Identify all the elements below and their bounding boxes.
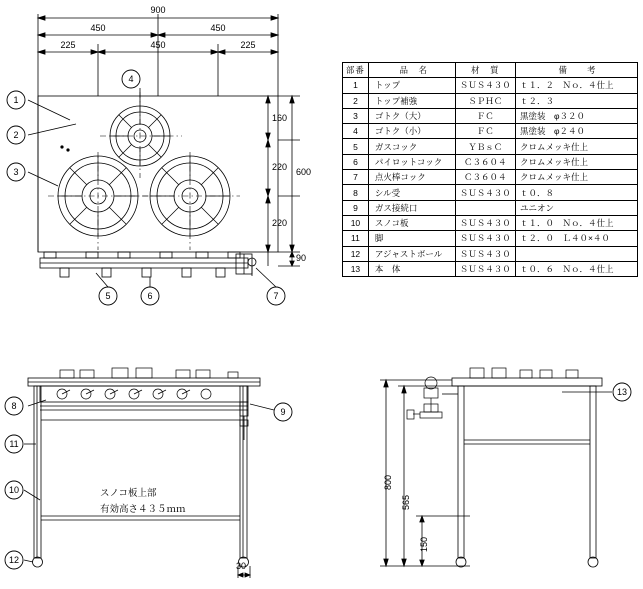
- table-row: [343, 78, 638, 93]
- cell-no: 6: [343, 154, 369, 169]
- header-no: 部番: [343, 63, 369, 78]
- balloon-label-7: 7: [273, 291, 279, 301]
- cell-no: 8: [343, 185, 369, 200]
- cell-name: ゴトク（小）: [368, 124, 455, 139]
- cell-remark: ｔ１．０ Ｎｏ．４仕上: [515, 215, 637, 230]
- table-row: [343, 170, 638, 185]
- dim-skirt-height: 90: [296, 253, 307, 263]
- cell-remark: クロムメッキ仕上: [515, 154, 637, 169]
- dim-depth-bottom: 220: [272, 218, 288, 228]
- table-row: [343, 215, 638, 230]
- cell-name: ガスコック: [368, 139, 455, 154]
- cell-remark: ｔ０．８: [515, 185, 637, 200]
- cell-no: 2: [343, 93, 369, 108]
- header-remark: 備 考: [515, 63, 637, 78]
- shelf-note-line2: 有効高さ４３５ｍｍ: [100, 504, 186, 515]
- balloon-label-8: 8: [11, 401, 17, 411]
- table-row: [343, 108, 638, 123]
- balloon-label-5: 5: [105, 291, 111, 301]
- parts-table: [342, 62, 638, 277]
- cell-name: 脚: [368, 231, 455, 246]
- dim-burner-center: 450: [150, 40, 166, 50]
- balloon-label-11: 11: [9, 439, 19, 449]
- table-row: [343, 200, 638, 215]
- cell-name: アジャストボール: [368, 246, 455, 261]
- cell-remark: ｔ１．２ Ｎｏ．４仕上: [515, 78, 637, 93]
- dim-bottom: 150: [419, 536, 429, 552]
- table-row: [343, 231, 638, 246]
- cell-material: ＳＵＳ４３０: [455, 185, 515, 200]
- dim-top-to-shelf: 565: [401, 494, 411, 510]
- cell-material: ＳＰＨＣ: [455, 93, 515, 108]
- dim-half-width-right: 450: [210, 23, 226, 33]
- table-row: [343, 139, 638, 154]
- cell-name: トップ: [368, 78, 455, 93]
- table-row: [343, 124, 638, 139]
- cell-no: 7: [343, 170, 369, 185]
- cell-no: 3: [343, 108, 369, 123]
- cell-no: 4: [343, 124, 369, 139]
- cell-material: Ｃ３６０４: [455, 170, 515, 185]
- cell-name: 点火棒コック: [368, 170, 455, 185]
- cell-no: 1: [343, 78, 369, 93]
- cell-name: シル受: [368, 185, 455, 200]
- table-row: [343, 154, 638, 169]
- table-header-row: [343, 63, 638, 78]
- cell-material: ＳＵＳ４３０: [455, 78, 515, 93]
- cell-material: ＳＵＳ４３０: [455, 261, 515, 276]
- dim-overall-depth: 600: [296, 167, 312, 177]
- cell-name: パイロットコック: [368, 154, 455, 169]
- dim-overall-height: 800: [383, 474, 393, 490]
- balloon-label-12: 12: [8, 555, 19, 565]
- balloon-label-9: 9: [280, 407, 286, 417]
- cell-no: 13: [343, 261, 369, 276]
- cell-material: ＳＵＳ４３０: [455, 215, 515, 230]
- header-name: 品 名: [368, 63, 455, 78]
- cell-remark: クロムメッキ仕上: [515, 139, 637, 154]
- cell-name: ガス接続口: [368, 200, 455, 215]
- table-row: [343, 185, 638, 200]
- cell-material: ＹＢｓＣ: [455, 139, 515, 154]
- cell-remark: 黒塗装 φ２４０: [515, 124, 637, 139]
- cell-no: 12: [343, 246, 369, 261]
- cell-material: [455, 200, 515, 215]
- cell-name: トップ補強: [368, 93, 455, 108]
- cell-material: ＦＣ: [455, 124, 515, 139]
- dim-left-offset: 225: [60, 40, 76, 50]
- cell-material: Ｃ３６０４: [455, 154, 515, 169]
- balloon-label-6: 6: [147, 291, 153, 301]
- cell-no: 9: [343, 200, 369, 215]
- cell-name: スノコ板: [368, 215, 455, 230]
- cell-remark: 黒塗装 φ３２０: [515, 108, 637, 123]
- shelf-note-line1: スノコ板上部: [100, 488, 157, 499]
- cell-name: ゴトク（大）: [368, 108, 455, 123]
- balloon-label-4: 4: [128, 74, 134, 84]
- dim-depth-mid: 220: [272, 162, 288, 172]
- dim-right-offset: 225: [240, 40, 256, 50]
- cell-no: 10: [343, 215, 369, 230]
- cell-remark: ｔ２．０ Ｌ４０×４０: [515, 231, 637, 246]
- cell-remark: クロムメッキ仕上: [515, 170, 637, 185]
- cell-no: 11: [343, 231, 369, 246]
- cell-remark: ｔ０．６ Ｎｏ．４仕上: [515, 261, 637, 276]
- cell-remark: ユニオン: [515, 200, 637, 215]
- cell-material: ＦＣ: [455, 108, 515, 123]
- dim-half-width-left: 450: [90, 23, 106, 33]
- table-row: [343, 261, 638, 276]
- balloon-label-2: 2: [13, 130, 19, 140]
- header-material: 材 質: [455, 63, 515, 78]
- cell-remark: [515, 246, 637, 261]
- cell-material: ＳＵＳ４３０: [455, 231, 515, 246]
- balloon-label-1: 1: [13, 95, 19, 105]
- dim-depth-top: 160: [272, 113, 288, 123]
- cell-material: ＳＵＳ４３０: [455, 246, 515, 261]
- table-row: [343, 246, 638, 261]
- balloon-label-3: 3: [13, 167, 19, 177]
- table-row: [343, 93, 638, 108]
- dim-overall-width: 900: [150, 5, 166, 15]
- balloon-label-10: 10: [8, 485, 19, 495]
- dim-foot-offset: 30: [236, 561, 247, 571]
- cell-no: 5: [343, 139, 369, 154]
- balloon-label-13: 13: [616, 387, 627, 397]
- cell-name: 本 体: [368, 261, 455, 276]
- cell-remark: ｔ２．３: [515, 93, 637, 108]
